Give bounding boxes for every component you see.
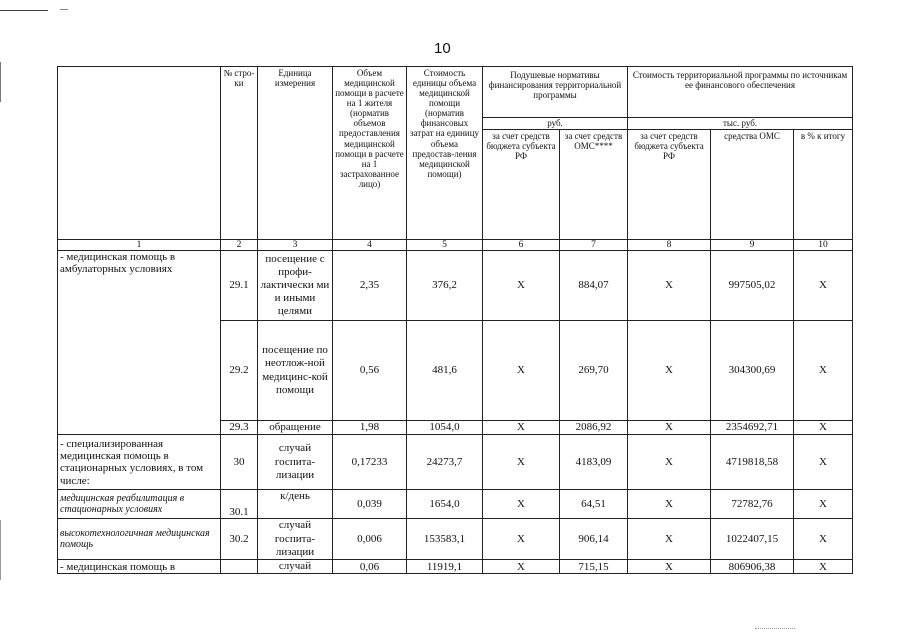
table-row	[58, 435, 853, 490]
row-line-no: 30.2	[221, 519, 258, 560]
column-number: 2	[221, 240, 258, 251]
row-budget-thousand: X	[628, 435, 711, 490]
header-cost: Стоимость единицы объема медицинской помощи (норматив финансовых затрат на единицу объема предостав-ления медицинской помощи)	[407, 67, 483, 240]
row-budget-rub: X	[483, 519, 560, 560]
row-percent: X	[794, 560, 853, 574]
row-budget-rub: X	[483, 435, 560, 490]
column-number: 7	[560, 240, 628, 251]
row-percent: X	[794, 435, 853, 490]
row-unit: случай	[258, 560, 333, 574]
row-line-no: 29.2	[221, 321, 258, 421]
row-oms-rub: 269,70	[560, 321, 628, 421]
row-budget-thousand: X	[628, 251, 711, 321]
row-line-no: 30	[221, 435, 258, 490]
row-oms-thousand: 2354692,71	[711, 421, 794, 435]
row-budget-rub: X	[483, 251, 560, 321]
row-unit: обращение	[258, 421, 333, 435]
row-oms-rub: 2086,92	[560, 421, 628, 435]
scan-left-mark	[0, 520, 1, 580]
row-name: - медицинская помощь в амбулаторных условиях	[58, 251, 221, 435]
table-row	[58, 560, 853, 574]
row-cost: 1654,0	[407, 490, 483, 519]
header-oms-rub: за счет средств ОМС****	[560, 130, 628, 240]
row-volume: 0,06	[333, 560, 407, 574]
scan-bottom-dots	[755, 628, 795, 630]
row-unit: посещение с профи-лактически ми и иными целями	[258, 251, 333, 321]
row-oms-rub: 4183,09	[560, 435, 628, 490]
row-oms-thousand: 1022407,15	[711, 519, 794, 560]
row-name: высокотехнологичная медицинская помощь	[58, 519, 221, 560]
row-volume: 0,17233	[333, 435, 407, 490]
column-number: 6	[483, 240, 560, 251]
row-cost: 153583,1	[407, 519, 483, 560]
row-unit: случай госпита-лизации	[258, 435, 333, 490]
row-cost: 481,6	[407, 321, 483, 421]
row-budget-thousand: X	[628, 490, 711, 519]
column-number: 3	[258, 240, 333, 251]
row-oms-thousand: 806906,38	[711, 560, 794, 574]
row-oms-thousand: 72782,76	[711, 490, 794, 519]
row-oms-thousand: 997505,02	[711, 251, 794, 321]
row-percent: X	[794, 519, 853, 560]
header-unit: Единица измерения	[258, 67, 333, 240]
row-unit: посещение по неотлож-ной медицинс-кой помощи	[258, 321, 333, 421]
header-per-capita: Подушевые нормативы финансирования территориальной программы	[483, 67, 628, 118]
row-name: - специализированная медицинская помощь в стационарных условиях, в том числе:	[58, 435, 221, 490]
row-oms-thousand: 304300,69	[711, 321, 794, 421]
scan-edge-line	[0, 10, 48, 11]
row-volume: 0,039	[333, 490, 407, 519]
row-cost: 376,2	[407, 251, 483, 321]
header-thousand-rub: тыс. руб.	[628, 118, 853, 130]
row-line-no: 30.1	[221, 490, 258, 519]
column-number: 9	[711, 240, 794, 251]
row-name: - медицинская помощь в	[58, 560, 221, 574]
header-budget-rub: за счет средств бюджета субъекта РФ	[483, 130, 560, 240]
row-line-no: 29.1	[221, 251, 258, 321]
row-budget-thousand: X	[628, 321, 711, 421]
column-number: 5	[407, 240, 483, 251]
column-number: 1	[58, 240, 221, 251]
row-percent: X	[794, 421, 853, 435]
row-budget-rub: X	[483, 421, 560, 435]
row-oms-rub: 884,07	[560, 251, 628, 321]
row-cost: 24273,7	[407, 435, 483, 490]
row-name: медицинская реабилитация в стационарных условиях	[58, 490, 221, 519]
row-line-no	[221, 560, 258, 574]
scan-left-mark	[0, 62, 1, 102]
table-row	[58, 519, 853, 560]
row-budget-rub: X	[483, 560, 560, 574]
row-volume: 0,56	[333, 321, 407, 421]
row-budget-rub: X	[483, 490, 560, 519]
row-unit: к/день	[258, 490, 333, 519]
scan-edge-dash	[60, 9, 68, 10]
row-cost: 11919,1	[407, 560, 483, 574]
row-unit: случай госпита-лизации	[258, 519, 333, 560]
row-volume: 0,006	[333, 519, 407, 560]
row-oms-rub: 64,51	[560, 490, 628, 519]
column-number: 4	[333, 240, 407, 251]
row-percent: X	[794, 321, 853, 421]
program-cost-table	[57, 66, 853, 574]
table-row	[58, 251, 853, 321]
row-oms-rub: 715,15	[560, 560, 628, 574]
column-number: 8	[628, 240, 711, 251]
header-budget-thousand: за счет средств бюджета субъекта РФ	[628, 130, 711, 240]
header-volume: Объем медицинской помощи в расчете на 1 жителя (норматив объемов предоставления медицинской помощи в расчете на 1 застрахованное лицо)	[333, 67, 407, 240]
row-percent: X	[794, 490, 853, 519]
row-oms-rub: 906,14	[560, 519, 628, 560]
row-budget-thousand: X	[628, 519, 711, 560]
row-volume: 1,98	[333, 421, 407, 435]
row-line-no: 29.3	[221, 421, 258, 435]
row-budget-thousand: X	[628, 421, 711, 435]
row-volume: 2,35	[333, 251, 407, 321]
column-number: 10	[794, 240, 853, 251]
page-number: 10	[434, 40, 451, 57]
header-name-empty	[58, 67, 221, 240]
header-percent: в % к итогу	[794, 130, 853, 240]
table-row	[58, 490, 853, 519]
row-cost: 1054,0	[407, 421, 483, 435]
row-budget-thousand: X	[628, 560, 711, 574]
row-budget-rub: X	[483, 321, 560, 421]
row-oms-thousand: 4719818,58	[711, 435, 794, 490]
header-program-cost: Стоимость территориальной программы по источникам ее финансового обеспечения	[628, 67, 853, 118]
row-percent: X	[794, 251, 853, 321]
header-row-no: № стро-ки	[221, 67, 258, 240]
header-rub: руб.	[483, 118, 628, 130]
header-oms-thousand: средства ОМС	[711, 130, 794, 240]
